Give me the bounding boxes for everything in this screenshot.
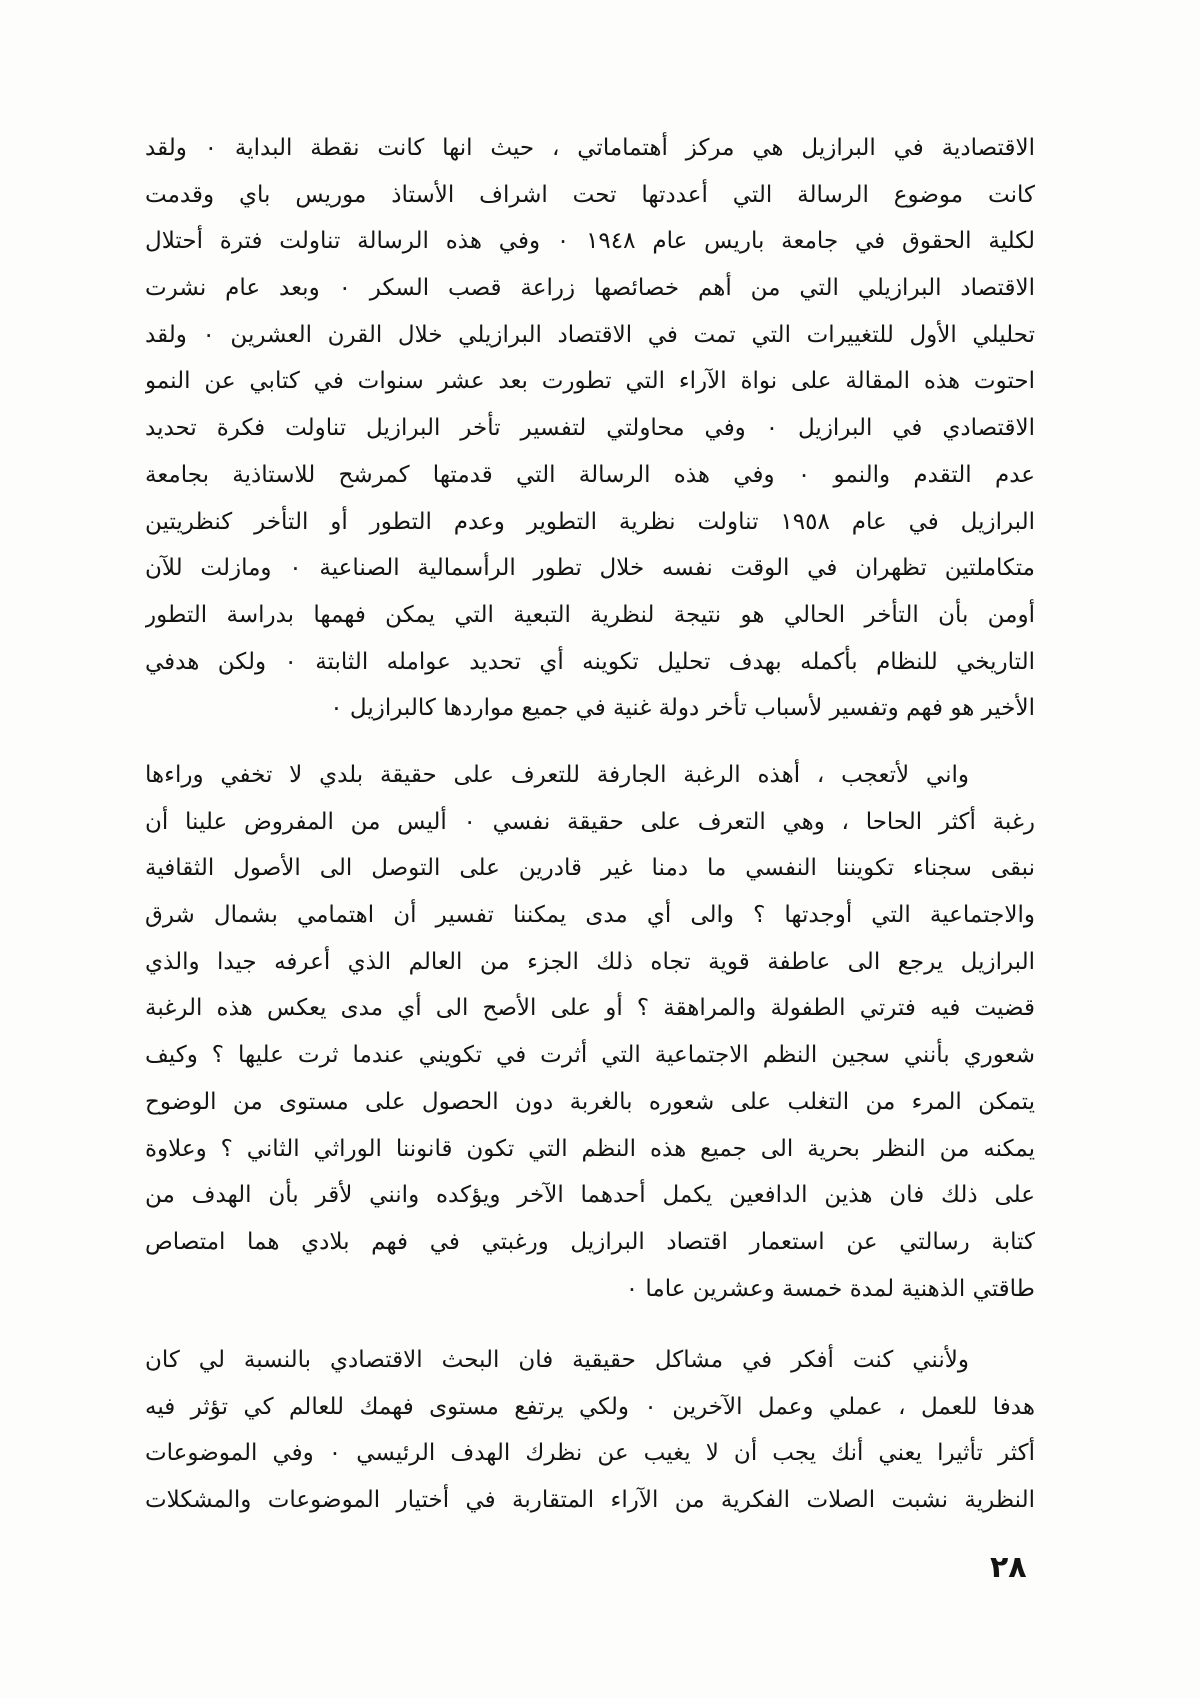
text-line: البرازيل في عام ١٩٥٨ تناولت نظرية التطوير وعدم التطور أو التأخر كنظريتين — [145, 508, 1035, 535]
text-line: الاقتصادية في البرازيل هي مركز أهتماماتي ، حيث انها كانت نقطة البداية ٠ ولقد — [145, 135, 1035, 161]
text-line: الاقتصاد البرازيلي التي من أهم خصائصها زراعة قصب السكر ٠ وبعد عام نشرت — [145, 275, 1035, 302]
paragraph-2 — [145, 752, 1035, 1312]
text-line: أومن بأن التأخر الحالي هو نتيجة لنظرية التبعية التي يمكن فهمها بدراسة التطور — [145, 601, 1035, 628]
text-line: هدفا للعمل ، عملي وعمل الآخرين ٠ ولكي يرتفع مستوى فهمك للعالم كي تؤثر فيه — [145, 1393, 1035, 1420]
text-line: شعوري بأنني سجين النظم الاجتماعية التي أثرت في تكويني عندما ثرت عليها ؟ وكيف — [145, 1042, 1035, 1069]
text-line: كتابة رسالتي عن استعمار اقتصاد البرازيل ورغبتي في فهم بلادي هما امتصاص — [145, 1228, 1035, 1255]
text-line: تحليلي الأول للتغييرات التي تمت في الاقتصاد البرازيلي خلال القرن العشرين ٠ ولقد — [145, 321, 1035, 348]
text-line: كانت موضوع الرسالة التي أعددتها تحت اشراف الأستاذ موريس باي وقدمت — [145, 181, 1035, 208]
text-line: رغبة أكثر الحاحا ، وهي التعرف على حقيقة نفسي ٠ أليس من المفروض علينا أن — [145, 808, 1035, 835]
text-line: الأخير هو فهم وتفسير لأسباب تأخر دولة غنية في جميع مواردها كالبرازيل ٠ — [330, 695, 1035, 722]
text-line: والاجتماعية التي أوجدتها ؟ والى أي مدى يمكننا تفسير أن اهتمامي بشمال شرق — [145, 902, 1035, 929]
text-line: واني لأتعجب ، أهذه الرغبة الجارفة للتعرف على حقيقة بلدي لا تخفي وراءها — [145, 762, 969, 788]
text-line: البرازيل يرجع الى عاطفة قوية تجاه ذلك الجزء من العالم الذي أعرفه جيدا والذي — [145, 948, 1035, 975]
text-line: احتوت هذه المقالة على نواة الآراء التي تطورت بعد عشر سنوات في كتابي عن النمو — [145, 368, 1035, 395]
text-line: يتمكن المرء من التغلب على شعوره بالغربة دون الحصول على مستوى من الوضوح — [145, 1088, 1035, 1115]
text-line: قضيت فيه فترتي الطفولة والمراهقة ؟ أو على الأصح الى أي مدى يعكس هذه الرغبة — [145, 995, 1035, 1022]
text-line: ولأنني كنت أفكر في مشاكل حقيقية فان البحث الاقتصادي بالنسبة لي كان — [145, 1347, 969, 1373]
text-line: على ذلك فان هذين الدافعين يكمل أحدهما الآخر ويؤكده وانني لأقر بأن الهدف من — [145, 1182, 1035, 1209]
text-line: أكثر تأثيرا يعني أنك يجب أن لا يغيب عن نظرك الهدف الرئيسي ٠ وفي الموضوعات — [145, 1440, 1035, 1467]
paragraph-3 — [145, 1337, 1035, 1524]
text-line: عدم التقدم والنمو ٠ وفي هذه الرسالة التي قدمتها كمرشح للاستاذية بجامعة — [145, 461, 1035, 488]
text-line: النظرية نشبت الصلات الفكرية من الآراء المتقاربة في أختيار الموضوعات والمشكلات — [145, 1487, 1035, 1514]
text-line: لكلية الحقوق في جامعة باريس عام ١٩٤٨ ٠ وفي هذه الرسالة تناولت فترة أحتلال — [145, 228, 1035, 255]
text-line: الاقتصادي في البرازيل ٠ وفي محاولتي لتفسير تأخر البرازيل تناولت فكرة تحديد — [145, 415, 1035, 442]
paragraph-1 — [145, 125, 1035, 732]
text-line: متكاملتين تظهران في الوقت نفسه خلال تطور الرأسمالية الصناعية ٠ ومازلت للآن — [145, 555, 1035, 582]
text-line: نبقى سجناء تكويننا النفسي ما دمنا غير قادرين على التوصل الى الأصول الثقافية — [145, 855, 1035, 882]
text-line: يمكنه من النظر بحرية الى جميع هذه النظم التي تكون قانوننا الوراثي الثاني ؟ وعلاوة — [145, 1135, 1035, 1162]
text-line: طاقتي الذهنية لمدة خمسة وعشرين عاما ٠ — [625, 1275, 1035, 1302]
page-number: ٢٨ — [990, 1550, 1027, 1585]
text-line: التاريخي للنظام بأكمله بهدف تحليل تكوينه أي تحديد عوامله الثابتة ٠ ولكن هدفي — [145, 648, 1035, 675]
